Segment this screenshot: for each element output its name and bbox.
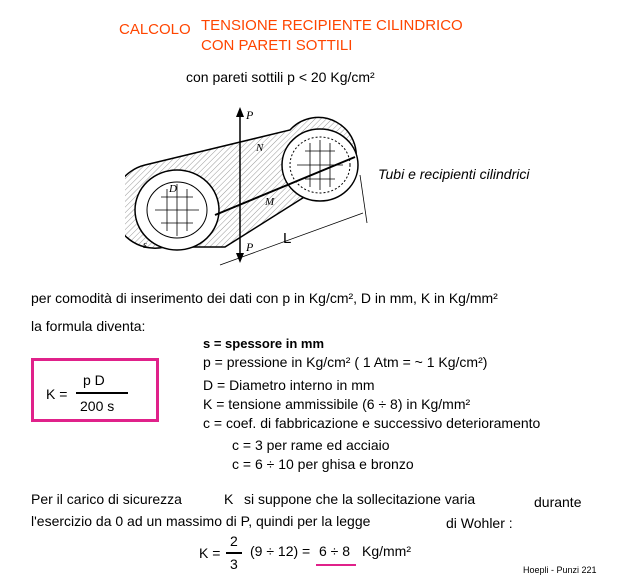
final-result-underline [316,564,356,566]
final-k-label: K = [199,545,221,561]
length-ext-line [360,175,367,223]
label-m: M [265,196,275,208]
label-p-bottom: P [246,240,254,254]
label-length: L [283,230,292,247]
def-pressione: p = pressione in Kg/cm² ( 1 Atm = ~ 1 Kg/cm²) [203,354,488,370]
def-rame: c = 3 per rame ed acciaio [232,437,390,453]
def-ghisa: c = 6 ÷ 10 per ghisa e bronzo [232,456,414,472]
title-calcolo: CALCOLO [119,21,191,38]
figure-caption: Tubi e recipienti cilindrici [378,166,530,182]
def-coef: c = coef. di fabbricazione e successivo deterioramento [203,415,541,431]
label-d: D [169,183,177,195]
intro-text: per comodità di inserimento dei dati con p in Kg/cm², D in mm, K in Kg/mm² [31,290,498,306]
formula-denominator: 200 s [80,398,115,414]
def-diametro: D = Diametro interno in mm [203,377,375,393]
title-tensione: TENSIONE RECIPIENTE CILINDRICO [201,17,463,34]
def-tensione: K = tensione ammissibile (6 ÷ 8) in Kg/mm² [203,396,471,412]
safety-text-1b: si suppone che la sollecitazione varia [244,491,476,507]
title-pareti: CON PARETI SOTTILI [201,37,353,54]
safety-text-1a: Per il carico di sicurezza [31,491,182,507]
def-spessore: s = spessore in mm [203,336,325,351]
label-p-top: P [246,108,254,122]
safety-text-1c: durante [534,494,582,510]
final-fraction-line [226,552,242,554]
final-result: 6 ÷ 8 [319,543,351,559]
label-s: s [143,240,147,251]
formula-intro: la formula diventa: [31,318,146,334]
cylinder-figure [125,105,375,275]
formula-fraction-line [76,392,128,394]
label-n: N [256,142,264,154]
final-numerator: 2 [230,533,238,549]
formula-k-label: K = [46,386,68,402]
formula-box [31,358,159,422]
arrow-up-icon [236,107,244,117]
subtitle: con pareti sottili p < 20 Kg/cm² [186,69,375,85]
formula-numerator: p D [83,372,105,388]
safety-text-k: K [224,491,234,507]
final-unit: Kg/mm² [362,543,411,559]
footer-credit: Hoepli - Punzi 221 [523,565,597,575]
final-denominator: 3 [230,556,238,572]
safety-text-2a: l'esercizio da 0 ad un massimo di P, quindi per la legge [31,513,371,529]
final-range: (9 ÷ 12) = [250,543,311,559]
safety-text-2b: di Wohler : [446,515,513,531]
